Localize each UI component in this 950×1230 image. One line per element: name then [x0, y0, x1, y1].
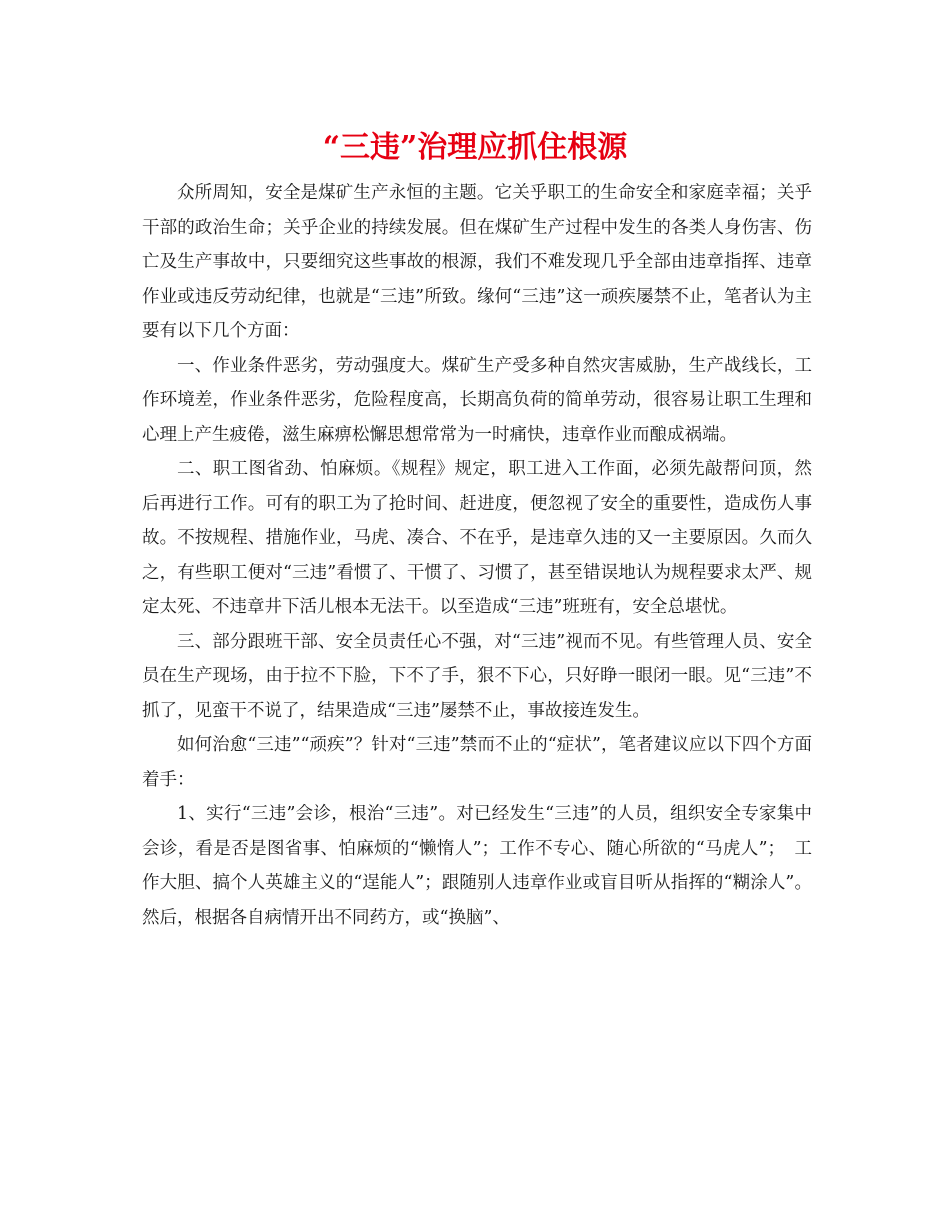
paragraph-measure-1: 1、实行“三违”会诊，根治“三违”。对已经发生“三违”的人员，组织安全专家集中会诊，看是否是图省事、怕麻烦的“懒惰人”；工作不专心、随心所欲的“马虎人”； 工作大胆、搞个人英雄主义的“逞能人”；跟随别人违章作业或盲目听从指挥的“糊涂人”。然后，根据各自病情开出不同药方，或“换脑”、 — [142, 804, 812, 928]
paragraph-point-1: 一、作业条件恶劣，劳动强度大。煤矿生产受多种自然灾害威胁，生产战线长，工作环境差，作业条件恶劣，危险程度高，长期高负荷的简单劳动，很容易让职工生理和心理上产生疲倦，滋生麻痹松懈思想常常为一时痛快，违章作业而酿成祸端。 — [142, 355, 812, 445]
document-title: “三违”治理应抓住根源 — [322, 130, 628, 165]
paragraph-point-3: 三、部分跟班干部、安全员责任心不强，对“三违”视而不见。有些管理人员、安全员在生产现场，由于拉不下脸，下不了手，狠不下心，只好睁一眼闭一眼。见“三违”不抓了，见蛮干不说了，结果造成“三违”屡禁不止，事故接连发生。 — [142, 631, 812, 721]
paragraph-point-2: 二、职工图省劲、怕麻烦。《规程》规定，职工进入工作面，必须先敲帮问顶，然后再进行工作。可有的职工为了抢时间、赶进度，便忽视了安全的重要性，造成伤人事故。不按规程、措施作业，马虎、凑合、不在乎，是违章久违的又一主要原因。久而久之，有些职工便对“三违”看惯了、干惯了、习惯了，甚至错误地认为规程要求太严、规定太死、不违章井下活儿根本无法干。以至造成“三违”班班有，安全总堪忧。 — [142, 459, 812, 617]
paragraph-intro: 众所周知，安全是煤矿生产永恒的主题。它关乎职工的生命安全和家庭幸福；关乎干部的政治生命；关乎企业的持续发展。但在煤矿生产过程中发生的各类人身伤害、伤亡及生产事故中，只要细究这些事故的根源，我们不难发现几乎全部由违章指挥、违章作业或违反劳动纪律，也就是“三违”所致。缘何“三违”这一顽疾屡禁不止，笔者认为主要有以下几个方面： — [142, 183, 812, 341]
document-body — [142, 176, 812, 935]
paragraph-question: 如何治愈“三违”“顽疾”？针对“三违”禁而不止的“症状”，笔者建议应以下四个方面着手： — [142, 735, 812, 790]
